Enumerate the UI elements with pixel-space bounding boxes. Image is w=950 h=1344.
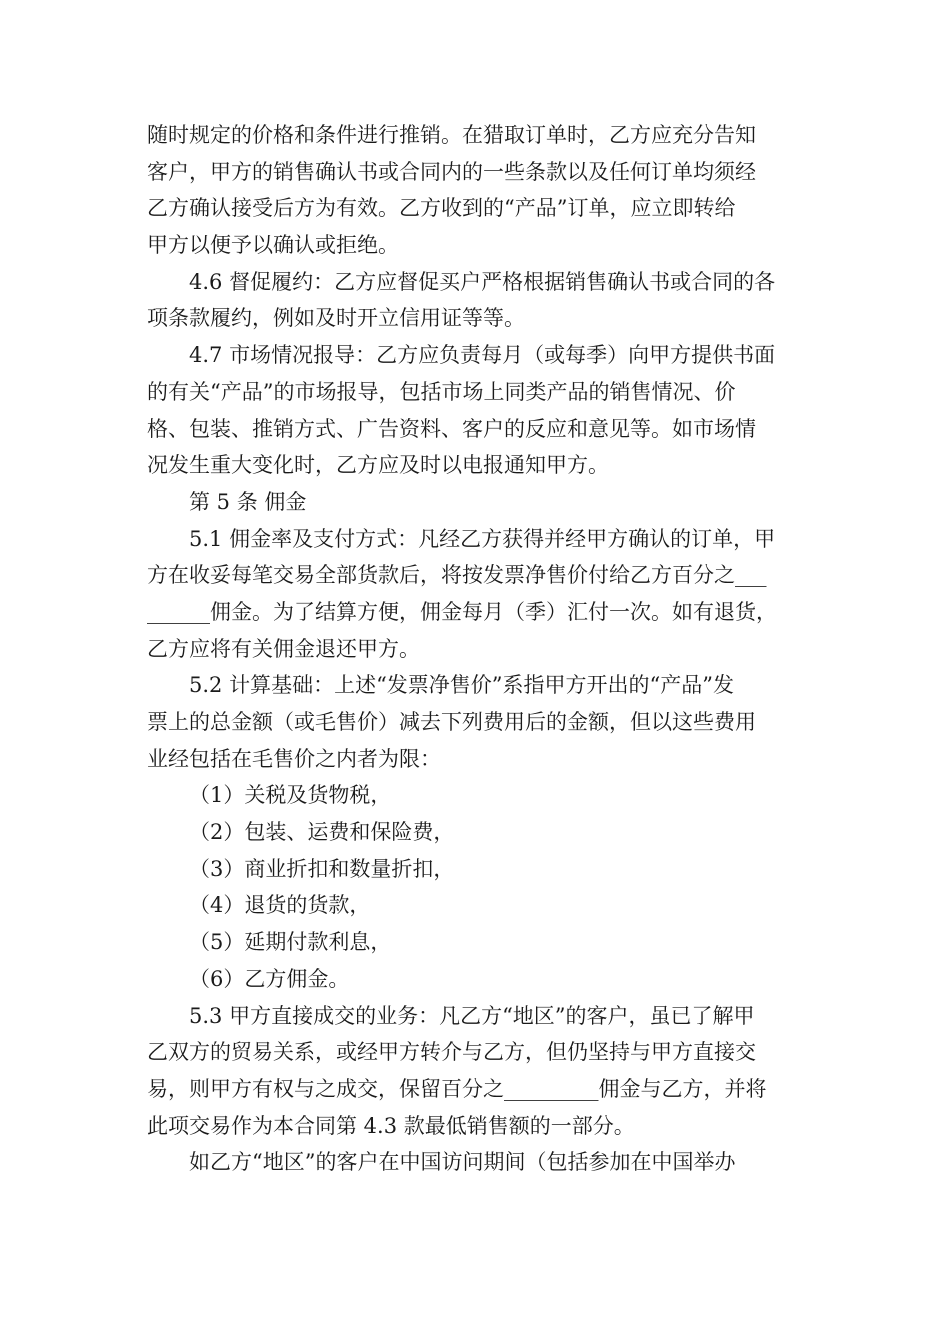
text-line: 乙方应将有关佣金退还甲方。 — [147, 636, 420, 661]
text-line: 乙双方的贸易关系，或经甲方转介与乙方，但仍坚持与甲方直接交 — [147, 1040, 756, 1065]
text-line: （1）关税及货物税， — [189, 783, 392, 808]
text-line: 方在收妥每笔交易全部货款后，将按发票净售价付给乙方百分之___ — [147, 563, 767, 588]
text-line: 况发生重大变化时，乙方应及时以电报通知甲方。 — [147, 453, 609, 478]
text-line: 项条款履约，例如及时开立信用证等等。 — [147, 306, 525, 331]
text-line: 4.6 督促履约：乙方应督促买户严格根据销售确认书或合同的各 — [189, 269, 776, 294]
text-line: （4）退货的货款， — [189, 893, 371, 918]
text-line: （6）乙方佣金。 — [189, 966, 350, 991]
text-line: （2）包装、运费和保险费， — [189, 820, 455, 845]
text-line: 客户，甲方的销售确认书或合同内的一些条款以及任何订单均须经 — [147, 159, 756, 184]
text-line: ______佣金。为了结算方便，佣金每月（季）汇付一次。如有退货， — [147, 599, 777, 624]
text-line: 如乙方“地区”的客户在中国访问期间（包括参加在中国举办 — [189, 1150, 736, 1175]
text-line: （5）延期付款利息， — [189, 930, 392, 955]
text-line: 第 5 条 佣金 — [189, 489, 307, 514]
text-line: 的有关“产品”的市场报导，包括市场上同类产品的销售情况、价 — [147, 379, 736, 404]
text-line: 票上的总金额（或毛售价）减去下列费用后的金额，但以这些费用 — [147, 710, 756, 734]
text-line: 乙方确认接受后方为有效。乙方收到的“产品”订单，应立即转给 — [147, 196, 736, 221]
text-line: （3）商业折扣和数量折扣， — [189, 856, 455, 881]
text-line: 业经包括在毛售价之内者为限： — [147, 746, 441, 771]
text-line: 甲方以便予以确认或拒绝。 — [147, 233, 399, 258]
text-line: 格、包装、推销方式、广告资料、客户的反应和意见等。如市场情 — [147, 416, 756, 441]
text-line: 5.2 计算基础：上述“发票净售价”系指甲方开出的“产品”发 — [189, 673, 735, 698]
text-line: 5.3 甲方直接成交的业务：凡乙方“地区”的客户，虽已了解甲 — [189, 1003, 755, 1028]
text-line: 5.1 佣金率及支付方式：凡经乙方获得并经甲方确认的订单，甲 — [189, 526, 776, 551]
text-line: 4.7 市场情况报导：乙方应负责每月（或每季）向甲方提供书面 — [189, 343, 776, 368]
text-line: 此项交易作为本合同第 4.3 款最低销售额的一部分。 — [147, 1113, 635, 1138]
text-line: 随时规定的价格和条件进行推销。在猎取订单时，乙方应充分告知 — [147, 123, 756, 147]
document-body — [147, 117, 827, 1181]
text-line: 易，则甲方有权与之成交，保留百分之_________佣金与乙方，并将 — [147, 1076, 767, 1101]
